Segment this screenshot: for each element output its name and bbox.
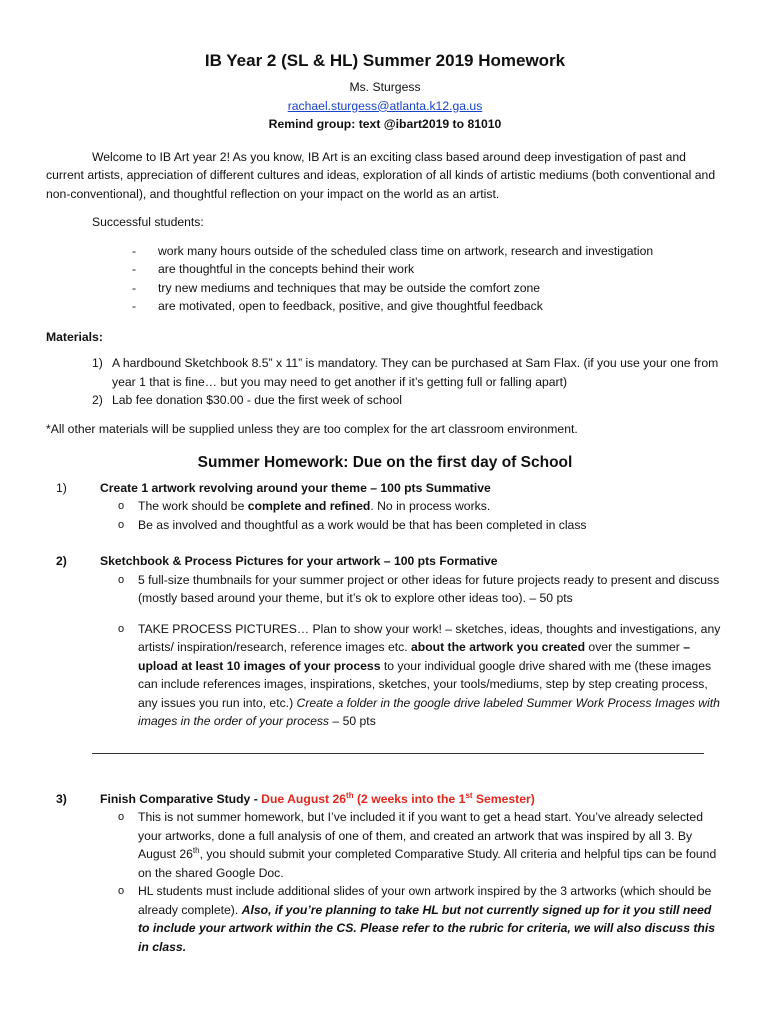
materials-list	[92, 354, 724, 410]
item-text: Lab fee donation $30.00 - due the first week of school	[112, 393, 402, 407]
list-item: - try new mediums and techniques that may be outside the comfort zone	[132, 279, 724, 298]
materials-heading: Materials:	[46, 329, 103, 344]
task-3	[46, 790, 724, 957]
list-item: o HL students must include additional slides of your own artwork inspired by the 3 artworks (which should be already complete). Also, if you’re planning to take HL but not currently signed up for it you still need to include your artwork within the CS. Please refer to the rubric for criteria, we will also discuss this in class.	[118, 882, 724, 956]
list-item: - are motivated, open to feedback, positive, and give thoughtful feedback	[132, 297, 724, 316]
item-text: A hardbound Sketchbook 8.5” x 11” is mandatory. They can be purchased at Sam Flax. (if you use your one from year 1 that is fine… but you may need to get another if it’s getting full or falling apart)	[112, 356, 719, 389]
list-item: o Be as involved and thoughtful as a work would be that has been completed in class	[118, 516, 724, 535]
intro-paragraph: Welcome to IB Art year 2! As you know, IB Art is an exciting class based around deep investigation of past and current artists, appreciation of different cultures and ideas, exploration of all kinds of artistic mediums (both conventional and non-conventional), and thoughtful reflection on your impact on the world as an artist.	[46, 149, 716, 201]
task-title: Finish Comparative Study -	[100, 791, 262, 806]
list-item: - work many hours outside of the scheduled class time on artwork, research and investigation	[132, 242, 724, 261]
task-number: 3)	[56, 791, 67, 806]
list-item: o The work should be complete and refined. No in process works.	[118, 497, 724, 516]
list-item	[92, 391, 724, 410]
list-item: o TAKE PROCESS PICTURES… Plan to show your work! – sketches, ideas, thoughts and investigations, any artists/ inspiration/research, reference images etc. about the artwork you created over the summer – upload at least 10 images of your process to your individual google drive shared with me (these images can include references images, inspirations, sketches, your tools/mediums, step by step creating process, any issues you run into, etc.) Create a folder in the google drive labeled Summer Work Process Images with images in the order of your process – 50 pts	[118, 620, 724, 731]
task-number: 2)	[56, 554, 67, 568]
remind-group: Remind group: text @ibart2019 to 81010	[268, 117, 502, 131]
task-number: 1)	[56, 480, 67, 495]
due-date: Due August 26th (2 weeks into the 1st Semester)	[261, 790, 535, 806]
item-number: 2)	[92, 393, 103, 407]
email-link[interactable]: rachael.sturgess@atlanta.k12.ga.us	[287, 98, 483, 113]
page-title: IB Year 2 (SL & HL) Summer 2019 Homework	[204, 51, 566, 70]
task-title: Create 1 artwork revolving around your theme – 100 pts Summative	[100, 480, 491, 495]
homework-heading: Summer Homework: Due on the first day of School	[197, 454, 573, 471]
divider	[92, 753, 704, 754]
successful-list	[132, 242, 724, 316]
item-number: 1)	[92, 356, 103, 370]
successful-label: Successful students:	[92, 215, 204, 229]
list-item: - are thoughtful in the concepts behind their work	[132, 260, 724, 279]
list-item: o This is not summer homework, but I’ve included it if you want to get a head start. You’ve already selected your artworks, done a full analysis of one of them, and created an artwork that was inspired by all 3. By August 26th, you should submit your completed Comparative Study. All criteria and helpful tips can be found on the shared Google Doc.	[118, 808, 724, 882]
list-item: o 5 full-size thumbnails for your summer project or other ideas for future projects ready to present and discuss (mostly based around your theme, but it’s ok to explore other ideas too). – 50 pts	[118, 571, 724, 608]
task-2	[46, 552, 724, 731]
task-1	[46, 479, 724, 535]
teacher-name: Ms. Sturgess	[349, 80, 421, 94]
list-item	[92, 354, 724, 391]
materials-note: *All other materials will be supplied unless they are too complex for the art classroom environment.	[46, 421, 578, 436]
task-title: Sketchbook & Process Pictures for your artwork – 100 pts Formative	[100, 554, 498, 568]
